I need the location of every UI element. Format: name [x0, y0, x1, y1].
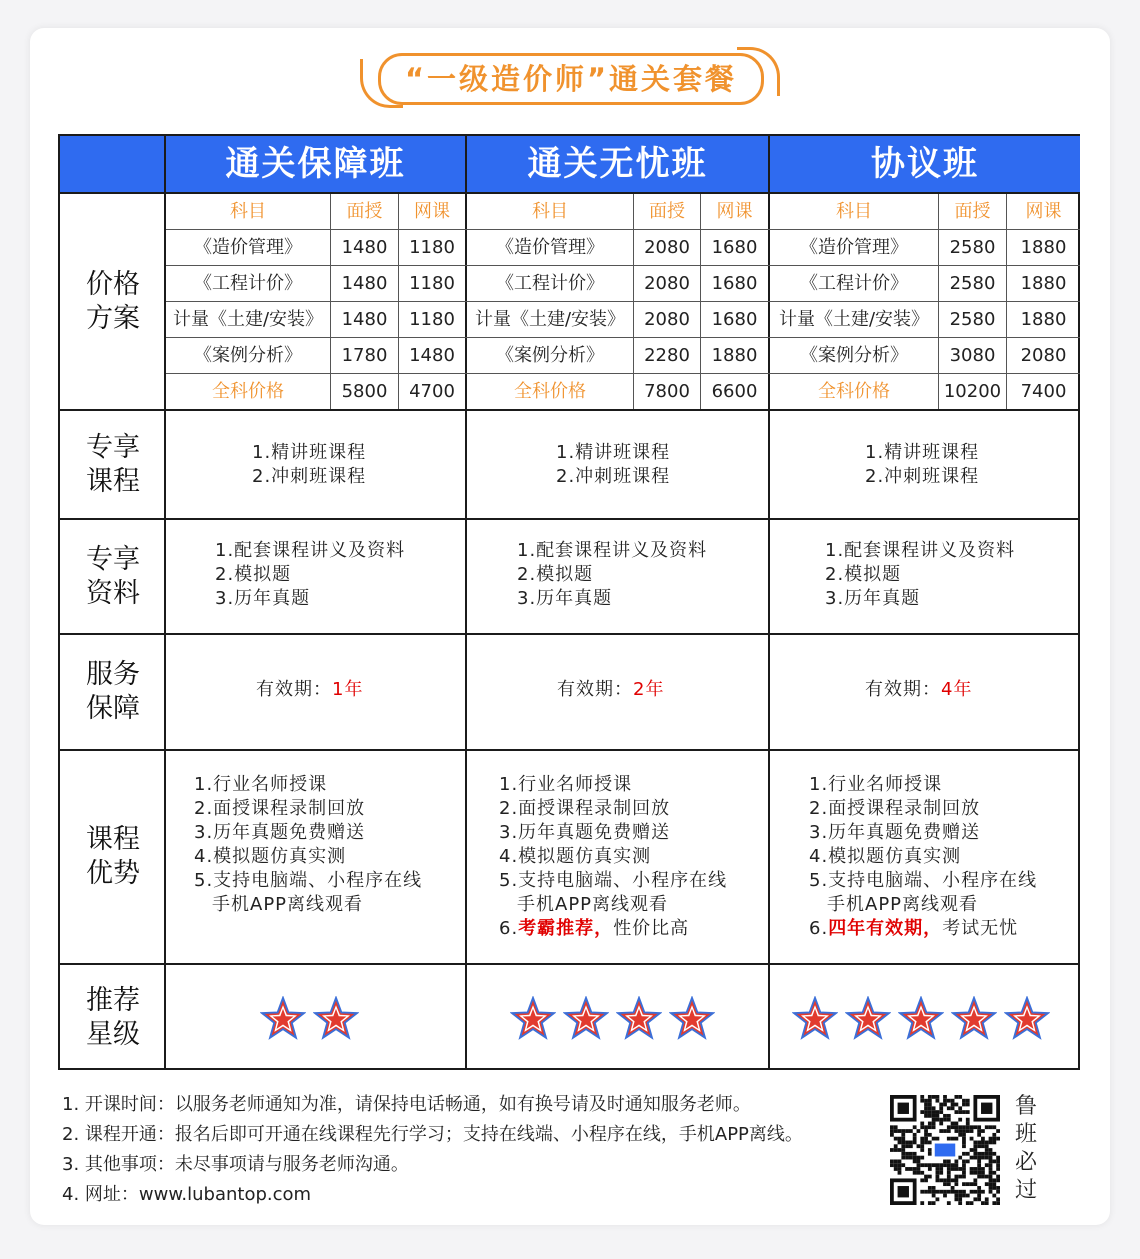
price-cell: 1880	[1020, 273, 1067, 294]
list-item: 3.历年真题	[215, 588, 311, 609]
material-list	[215, 539, 405, 611]
price-cell: 2580	[949, 273, 996, 294]
row-label-line: 专享	[86, 543, 140, 575]
note-item: 2. 课程开通：报名后即可开通在线课程先行学习；支持在线端、小程序在线，手机APP离线。	[62, 1124, 803, 1145]
validity-text	[256, 678, 363, 702]
list-item: 2.模拟题	[215, 564, 292, 585]
course-list	[252, 441, 366, 489]
price-cell: 1180	[409, 237, 455, 258]
subject-cell: 《工程计价》	[194, 273, 302, 294]
row-label-line: 推荐	[86, 984, 140, 1016]
list-item: 3.历年真题免费赠送	[194, 822, 366, 843]
validity-text	[557, 678, 664, 702]
price-header-online: 网课	[716, 201, 753, 222]
note-item: 3. 其他事项：未尽事项请与服务老师沟通。	[62, 1154, 409, 1175]
price-cell: 2580	[949, 237, 996, 258]
list-item: 1.配套课程讲义及资料	[215, 540, 406, 561]
list-item: 2.模拟题	[825, 564, 902, 585]
list-item: 2.面授课程录制回放	[194, 798, 366, 819]
star-icon	[563, 996, 609, 1042]
total-price-cell: 7400	[1020, 381, 1067, 402]
subject-cell: 《造价管理》	[800, 237, 908, 258]
qr-caption-char: 鲁	[1014, 1094, 1037, 1119]
row-label-line: 价格	[86, 268, 140, 300]
star-rating	[510, 996, 715, 1042]
note-item: 4. 网址：www.lubantop.com	[62, 1184, 312, 1205]
total-label: 全科价格	[212, 381, 284, 402]
total-price-cell: 6600	[711, 381, 758, 402]
list-item-prefix: 6.	[809, 918, 829, 939]
price-cell: 1880	[1020, 237, 1067, 258]
list-item: 2.模拟题	[517, 564, 594, 585]
price-cell: 2080	[644, 273, 690, 294]
star-icon	[1004, 996, 1050, 1042]
star-icon	[669, 996, 715, 1042]
star-icon	[845, 996, 891, 1042]
row-label-line: 资料	[86, 577, 140, 609]
list-item: 手机APP离线观看	[827, 894, 979, 915]
row-label-line: 优势	[86, 858, 140, 889]
star-icon	[510, 996, 556, 1042]
validity-label: 有效期：	[256, 679, 332, 700]
list-item-highlight: 考霸推荐，	[518, 918, 614, 939]
list-item: 3.历年真题	[517, 588, 613, 609]
validity-label: 有效期：	[557, 679, 633, 700]
list-item-prefix: 6.	[499, 918, 519, 939]
total-price-cell: 10200	[943, 381, 1002, 402]
price-cell: 2080	[644, 309, 690, 330]
subject-cell: 《案例分析》	[496, 345, 604, 366]
price-cell: 1480	[341, 273, 388, 294]
list-item: 1.行业名师授课	[194, 774, 328, 795]
price-header-subject: 科目	[836, 201, 872, 222]
validity-value: 4年	[941, 679, 973, 700]
validity-label: 有效期：	[865, 679, 941, 700]
subject-cell: 《工程计价》	[496, 273, 604, 294]
subject-cell: 计量《土建/安装》	[474, 309, 626, 330]
divider	[60, 749, 1080, 751]
list-item: 4.模拟题仿真实测	[809, 846, 962, 867]
price-cell: 1780	[341, 345, 388, 366]
list-item: 5.支持电脑端、小程序在线	[809, 870, 1038, 891]
subject-cell: 《工程计价》	[800, 273, 908, 294]
star-rating	[792, 996, 1050, 1042]
list-item: 2.冲刺班课程	[865, 466, 980, 487]
star-icon	[313, 996, 359, 1042]
price-header-face: 面授	[346, 201, 383, 222]
plan-header-1: 通关保障班	[166, 136, 465, 193]
row-label-line: 方案	[86, 302, 140, 334]
price-header-online: 网课	[1025, 201, 1062, 222]
validity-value: 2年	[633, 679, 665, 700]
divider	[60, 633, 1080, 635]
course-list	[865, 441, 979, 489]
row-label-service	[60, 635, 166, 749]
subject-cell: 计量《土建/安装》	[172, 309, 324, 330]
list-item: 2.冲刺班课程	[556, 466, 671, 487]
package-table	[58, 134, 1080, 1070]
list-item	[809, 917, 1037, 941]
qr-caption-char: 班	[1014, 1122, 1037, 1147]
list-item-rest: 考试无忧	[942, 918, 1019, 939]
price-cell: 2080	[644, 237, 690, 258]
total-price-cell: 5800	[341, 381, 388, 402]
price-cell: 1880	[1020, 309, 1067, 330]
subject-cell: 计量《土建/安装》	[778, 309, 930, 330]
total-label: 全科价格	[514, 381, 586, 402]
list-item-highlight: 四年有效期，	[828, 918, 943, 939]
row-label-line: 专享	[86, 431, 140, 463]
price-header-subject: 科目	[532, 201, 568, 222]
row-label-line: 星级	[86, 1018, 140, 1050]
subject-cell: 《造价管理》	[194, 237, 302, 258]
advantage-list	[499, 773, 727, 941]
list-item: 5.支持电脑端、小程序在线	[499, 870, 728, 891]
list-item: 1.配套课程讲义及资料	[825, 540, 1016, 561]
list-item: 2.冲刺班课程	[252, 466, 367, 487]
qr-caption-char: 过	[1014, 1178, 1037, 1203]
qr-code-icon	[890, 1095, 1000, 1205]
total-price-cell: 4700	[409, 381, 455, 402]
plan-header-2: 通关无忧班	[467, 136, 768, 193]
subject-cell: 《案例分析》	[194, 345, 302, 366]
material-list	[517, 539, 707, 611]
row-label-line: 服务	[86, 659, 140, 690]
price-header-subject: 科目	[230, 201, 266, 222]
price-cell: 1180	[409, 309, 455, 330]
divider	[60, 963, 1080, 965]
list-item: 1.配套课程讲义及资料	[517, 540, 708, 561]
list-item	[499, 917, 727, 941]
material-list	[825, 539, 1015, 611]
total-label: 全科价格	[818, 381, 890, 402]
qr-caption-char: 必	[1014, 1150, 1037, 1175]
list-item: 手机APP离线观看	[212, 894, 364, 915]
star-icon	[898, 996, 944, 1042]
subject-cell: 《造价管理》	[496, 237, 604, 258]
list-item: 5.支持电脑端、小程序在线	[194, 870, 423, 891]
subject-cell: 《案例分析》	[800, 345, 908, 366]
header-corner	[60, 136, 166, 193]
validity-value: 1年	[332, 679, 364, 700]
price-cell: 1480	[341, 237, 388, 258]
price-cell: 1880	[711, 345, 758, 366]
price-cell: 1680	[711, 237, 758, 258]
list-item-rest: 性价比高	[613, 918, 690, 939]
star-rating	[260, 996, 359, 1042]
list-item: 3.历年真题免费赠送	[499, 822, 671, 843]
total-price-cell: 7800	[644, 381, 690, 402]
divider	[60, 518, 1080, 520]
list-item: 3.历年真题	[825, 588, 921, 609]
star-icon	[260, 996, 306, 1042]
qr-caption	[1012, 1093, 1040, 1205]
price-header-face: 面授	[954, 201, 991, 222]
advantage-list	[809, 773, 1037, 941]
star-icon	[616, 996, 662, 1042]
list-item: 1.行业名师授课	[809, 774, 943, 795]
list-item: 1.精讲班课程	[252, 442, 367, 463]
title-banner	[360, 45, 780, 107]
page-title: “一级造价师”通关套餐	[404, 62, 738, 96]
course-list	[556, 441, 670, 489]
row-label-course	[60, 411, 166, 518]
notes-list	[62, 1090, 803, 1210]
price-cell: 2080	[1020, 345, 1067, 366]
row-label-advantage	[60, 751, 166, 963]
list-item: 1.精讲班课程	[865, 442, 980, 463]
list-item: 3.历年真题免费赠送	[809, 822, 981, 843]
star-icon	[792, 996, 838, 1042]
row-label-line: 课程	[86, 465, 140, 497]
row-label-line: 保障	[86, 693, 140, 724]
price-cell: 1480	[341, 309, 388, 330]
price-cell: 2280	[644, 345, 690, 366]
validity-text	[865, 678, 972, 702]
list-item: 4.模拟题仿真实测	[499, 846, 652, 867]
row-label-rating	[60, 965, 166, 1070]
list-item: 2.面授课程录制回放	[809, 798, 981, 819]
list-item: 1.精讲班课程	[556, 442, 671, 463]
row-label-line: 课程	[86, 824, 140, 855]
price-header-online: 网课	[414, 201, 450, 222]
price-cell: 1680	[711, 309, 758, 330]
list-item: 4.模拟题仿真实测	[194, 846, 347, 867]
note-item: 1. 开课时间：以服务老师通知为准，请保持电话畅通，如有换号请及时通知服务老师。	[62, 1094, 751, 1115]
price-cell: 2580	[949, 309, 996, 330]
price-cell: 3080	[949, 345, 996, 366]
price-cell: 1180	[409, 273, 455, 294]
row-label-material	[60, 520, 166, 633]
list-item: 2.面授课程录制回放	[499, 798, 671, 819]
price-header-face: 面授	[649, 201, 685, 222]
list-item: 1.行业名师授课	[499, 774, 633, 795]
row-label-price	[60, 194, 166, 409]
advantage-list	[194, 773, 422, 917]
star-icon	[951, 996, 997, 1042]
price-cell: 1680	[711, 273, 758, 294]
list-item: 手机APP离线观看	[517, 894, 669, 915]
price-cell: 1480	[409, 345, 455, 366]
plan-header-3: 协议班	[770, 136, 1080, 193]
